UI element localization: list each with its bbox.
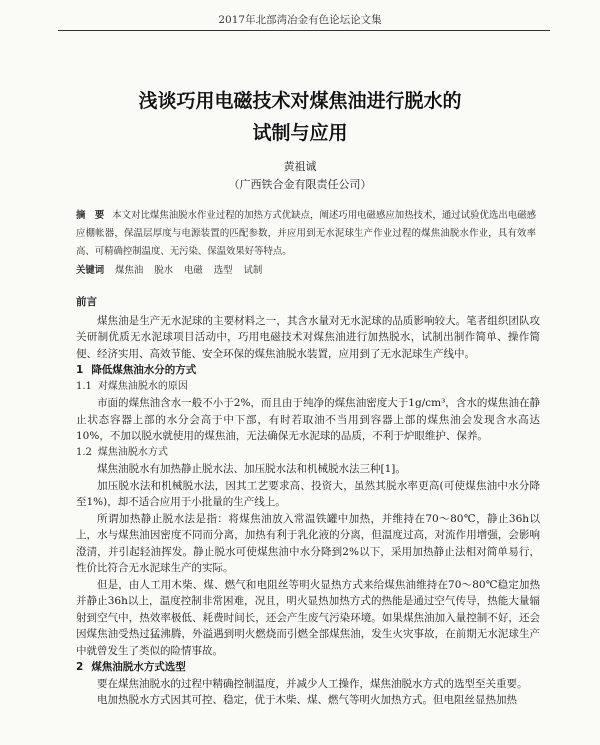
header-rule <box>58 30 550 31</box>
keyword: 煤焦油 <box>115 265 144 276</box>
keywords <box>76 262 536 276</box>
keyword: 脱水 <box>154 265 174 276</box>
subsection-1-2-heading <box>76 445 540 462</box>
author-affiliation: （广西铁合金有限责任公司） <box>228 178 372 191</box>
section-title: 降低煤焦油水分的方式 <box>91 364 197 376</box>
paragraph: 加压脱水法和机械脱水法，因其工艺要求高、投资大，虽然其脱水率更高(可使煤焦油中水分降至1%)，却不适合应用于小批量的生产线上。 <box>76 479 540 508</box>
subsection-number: 1.2 <box>76 446 92 458</box>
paragraph: 电加热脱水方式因其可控、稳定，优于木柴、煤、燃气等明火加热方式。但电阻丝显热加热 <box>97 694 517 706</box>
paragraph: 煤焦油脱水有加热静止脱水法、加压脱水法和机械脱水法三种[1]。 <box>97 463 406 475</box>
section-2-heading <box>76 659 540 676</box>
paragraph: 所谓加热静止脱水法是指：将煤焦油放入常温铁罐中加热，并维持在70～80℃，静止36h以上，水与煤焦油因密度不同而分离，加热有利于乳化液的分离，但温度过高，对流作用增强，会影响澄清，并引起轻油挥发。静止脱水可使煤焦油中水分降到2%以下，采用加热静止法相对简单易行，性价比符合无水泥球生产的实际。 <box>76 512 540 574</box>
section-number: 1 <box>76 364 84 376</box>
paragraph: 但是，由人工用木柴、煤、燃气和电阻丝等明火显热方式来给煤焦油维持在70～80℃稳定加热并静止36h以上，温度控制非常困难，况且，明火显热加热方式的热能是通过空气传导，热能大量辐射到空气中，热效率极低、耗费时间长，还会产生废气污染环境。如果煤焦油加入量控制不好，还会因煤焦油受热过猛沸腾，外溢遇到明火燃烧而引燃全部煤焦油，发生火灾事故，在前期无水泥球生产中就曾发生了类似的险情事故。 <box>76 578 540 657</box>
author-name: 黄祖诚 <box>283 160 317 173</box>
paper-title-line1: 浅谈巧用电磁技术对煤焦油进行脱水的 <box>138 90 462 112</box>
subsection-title: 煤焦油脱水方式 <box>97 446 168 458</box>
subsection-number: 1.1 <box>76 380 92 392</box>
preface-heading: 前言 <box>76 296 97 308</box>
running-head: 2017年北部湾冶金有色论坛论文集 <box>218 14 382 26</box>
keyword: 电磁 <box>184 265 203 276</box>
keyword: 选型 <box>213 265 233 276</box>
preface-paragraph: 煤焦油是生产无水泥球的主要材料之一，其含水量对无水泥球的品质影响较大。笔者组织团队攻关研制优质无水泥球项目活动中，巧用电磁技术对煤焦油进行加热脱水，试制出制作简单、操作简便、经济实用、高效节能、安全环保的煤焦油脱水装置，应用到了无水泥球生产线中。 <box>76 314 540 360</box>
paper-body <box>76 294 540 709</box>
keyword: 试制 <box>243 265 263 276</box>
subsection-1-1-heading <box>76 379 540 396</box>
keywords-label: 关键词 <box>76 265 105 276</box>
section-number: 2 <box>76 661 84 673</box>
paper-title-line2: 试制与应用 <box>252 122 348 144</box>
paragraph: 要在煤焦油脱水的过程中精确控制温度，并减少人工操作，煤焦油脱水方式的选型至关重要。 <box>97 677 528 690</box>
subsection-title: 对煤焦油脱水的原因 <box>97 380 188 392</box>
abstract <box>76 207 536 261</box>
abstract-label: 摘 要 <box>76 210 105 221</box>
paragraph: 市面的煤焦油含水一般不小于2%，而且由于纯净的煤焦油密度大于1g/cm³，含水的煤焦油在静止状态容器上部的水分会高于中下部，有时若取油不当用到容器上部的煤焦油会发现含水高达10%，不加以脱水就使用的煤焦油，无法确保无水泥球的品质，不利于炉眼维护、保养。 <box>76 397 540 442</box>
abstract-text: 本文对比煤焦油脱水作业过程的加热方式优缺点，阐述巧用电磁感应加热技术，通过试验优选出电磁感应棚帐器，保温层厚度与电源装置的匹配参数，并应用到无水泥球生产作业过程的煤焦油脱水作业，具有效率高、可精确控制温度、无污染、保温效果好等特点。 <box>76 210 536 257</box>
section-title: 煤焦油脱水方式选型 <box>91 661 186 673</box>
section-1-heading <box>76 362 540 379</box>
